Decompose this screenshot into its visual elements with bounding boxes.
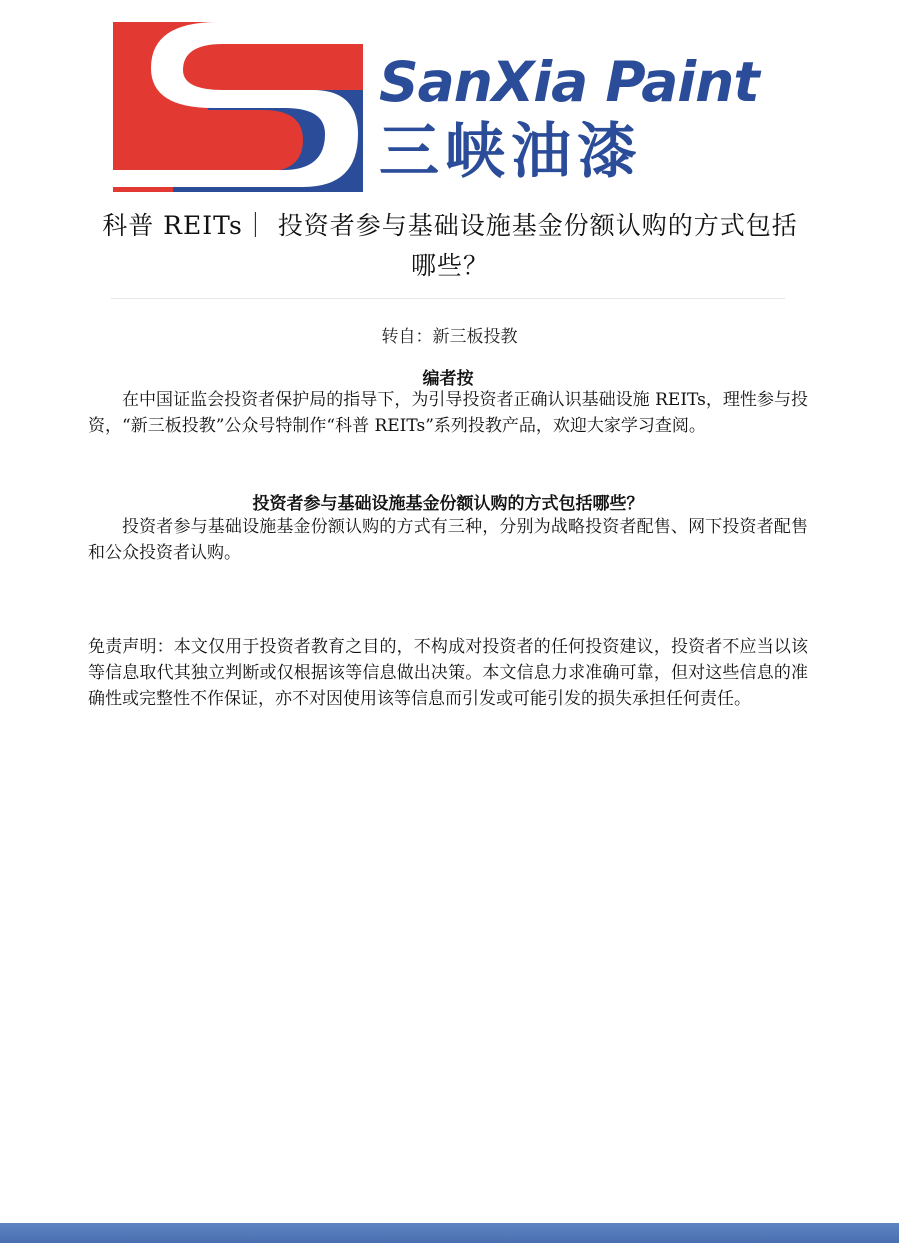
brand-name-cn: 三峡油漆 — [379, 117, 643, 187]
brand-name-en: SanXia Paint — [379, 50, 759, 114]
answer-text: 投资者参与基础设施基金份额认购的方式有三种，分别为战略投资者配售、网下投资者配售和公众投资者认购。 — [88, 517, 808, 563]
footer-bar — [0, 1223, 899, 1243]
disclaimer-text: 免责声明：本文仅用于投资者教育之目的，不构成对投资者的任何投资建议，投资者不应当以该等信息取代其独立判断或仅根据该等信息做出决策。本文信息力求准确可靠，但对这些信息的准确性或完整性不作保证，亦不对因使用该等信息而引发或可能引发的损失承担任何责任。 — [88, 637, 808, 709]
title-divider — [111, 298, 785, 299]
editor-note-text: 在中国证监会投资者保护局的指导下，为引导投资者正确认识基础设施 REITs，理性参与投资，“新三板投教”公众号特制作“科普 REITs”系列投教产品，欢迎大家学习查阅。 — [88, 390, 808, 436]
editor-note-heading: 编者按 — [422, 369, 474, 389]
article-title: 科普 REITs｜ 投资者参与基础设施基金份额认购的方式包括哪些？ — [102, 211, 798, 280]
question-heading: 投资者参与基础设施基金份额认购的方式包括哪些？ — [252, 494, 644, 514]
sanxia-paint-logo — [113, 22, 805, 192]
article-source: 转自：新三板投教 — [381, 327, 518, 347]
